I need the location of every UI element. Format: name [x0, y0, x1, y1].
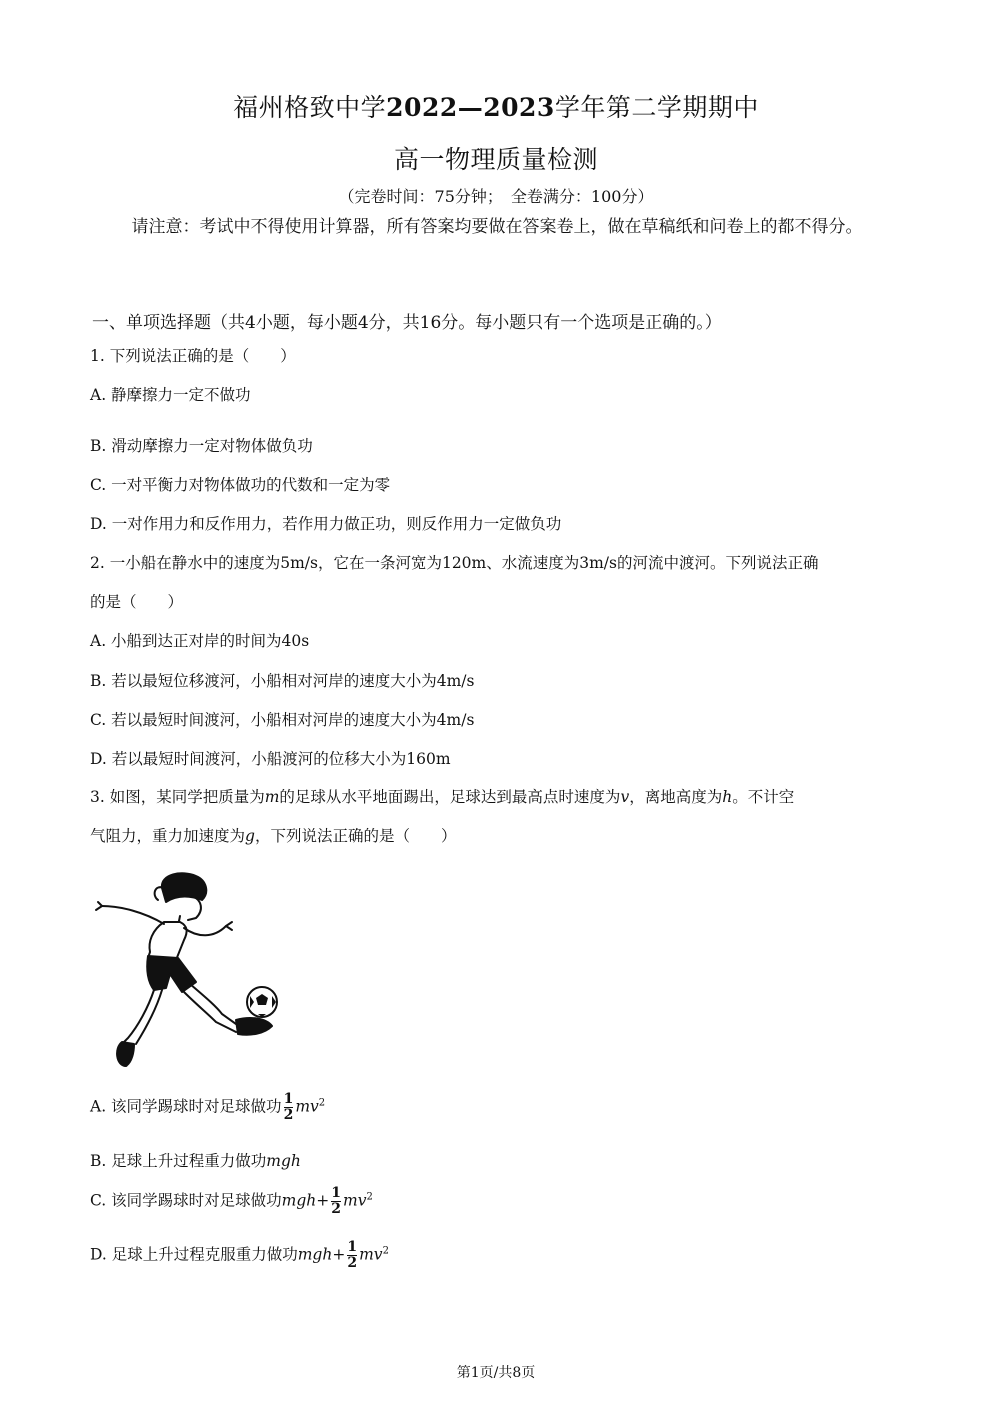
q2-option-a: A. 小船到达正对岸的时间为40s	[90, 632, 310, 650]
q2-option-c: C. 若以最短时间渡河，小船相对河岸的速度大小为4m/s	[90, 711, 475, 729]
soccer-ball-icon	[247, 987, 277, 1017]
soccer-player-illustration	[92, 866, 284, 1076]
school-name: 福州格致中学	[233, 93, 387, 122]
q1-option-c: C. 一对平衡力对物体做功的代数和一定为零	[90, 476, 391, 494]
q2-stem-line1: 2. 一小船在静水中的速度为5m/s，它在一条河宽为120m、水流速度为3m/s的河流中渡河。下列说法正确	[90, 554, 819, 572]
term-name: 学年第二学期期中	[554, 93, 759, 122]
q2-stem-line2: 的是（ ）	[90, 593, 184, 611]
var-g: g	[245, 827, 255, 845]
exam-title-line1	[0, 88, 992, 124]
exam-notice: 请注意：考试中不得使用计算器，所有答案均要做在答案卷上，做在草稿纸和问卷上的都不得分。	[131, 217, 863, 237]
q3-option-c: C. 该同学踢球时对足球做功mgh+ $\frac{1}{2}$ $mv^2$	[90, 1185, 373, 1217]
q1-option-d: D. 一对作用力和反作用力，若作用力做正功，则反作用力一定做负功	[90, 515, 562, 533]
exam-info: （完卷时间：75分钟； 全卷满分：100分）	[338, 187, 654, 206]
q2-option-d: D. 若以最短时间渡河，小船渡河的位移大小为160m	[90, 750, 451, 768]
q3-stem-line2: 气阻力，重力加速度为g，下列说法正确的是（ ）	[90, 827, 457, 845]
exam-title-line2: 高一物理质量检测	[393, 145, 598, 174]
q1-option-b: B. 滑动摩擦力一定对物体做负功	[90, 437, 313, 455]
fraction-one-half: $\frac{1}{2}$	[283, 1091, 294, 1123]
q2-option-b: B. 若以最短位移渡河，小船相对河岸的速度大小为4m/s	[90, 672, 475, 690]
school-year: 2022—2023	[386, 93, 555, 122]
q3-stem-line1: 3. 如图，某同学把质量为m的足球从水平地面踢出，足球达到最高点时速度为v，离地高度为h。不计空	[90, 788, 795, 806]
var-m: m	[264, 788, 280, 806]
q1-stem: 1. 下列说法正确的是（ ）	[90, 347, 296, 365]
page-number: 第1页/共8页	[456, 1365, 536, 1381]
section-heading: 一、单项选择题（共4小题，每小题4分，共16分。每小题只有一个选项是正确的。）	[92, 313, 722, 333]
var-h: h	[722, 788, 733, 806]
var-v: v	[620, 788, 630, 806]
fraction-one-half: $\frac{1}{2}$	[331, 1185, 342, 1217]
q3-option-d: D. 足球上升过程克服重力做功mgh+ $\frac{1}{2}$ $mv^2$	[90, 1239, 389, 1271]
fraction-one-half: $\frac{1}{2}$	[347, 1239, 358, 1271]
q3-option-a: A. 该同学踢球时对足球做功 $\frac{1}{2}$ $mv^2$	[90, 1091, 326, 1123]
q1-option-a: A. 静摩擦力一定不做功	[90, 386, 251, 404]
q3-option-b: B. 足球上升过程重力做功mgh	[90, 1152, 301, 1170]
